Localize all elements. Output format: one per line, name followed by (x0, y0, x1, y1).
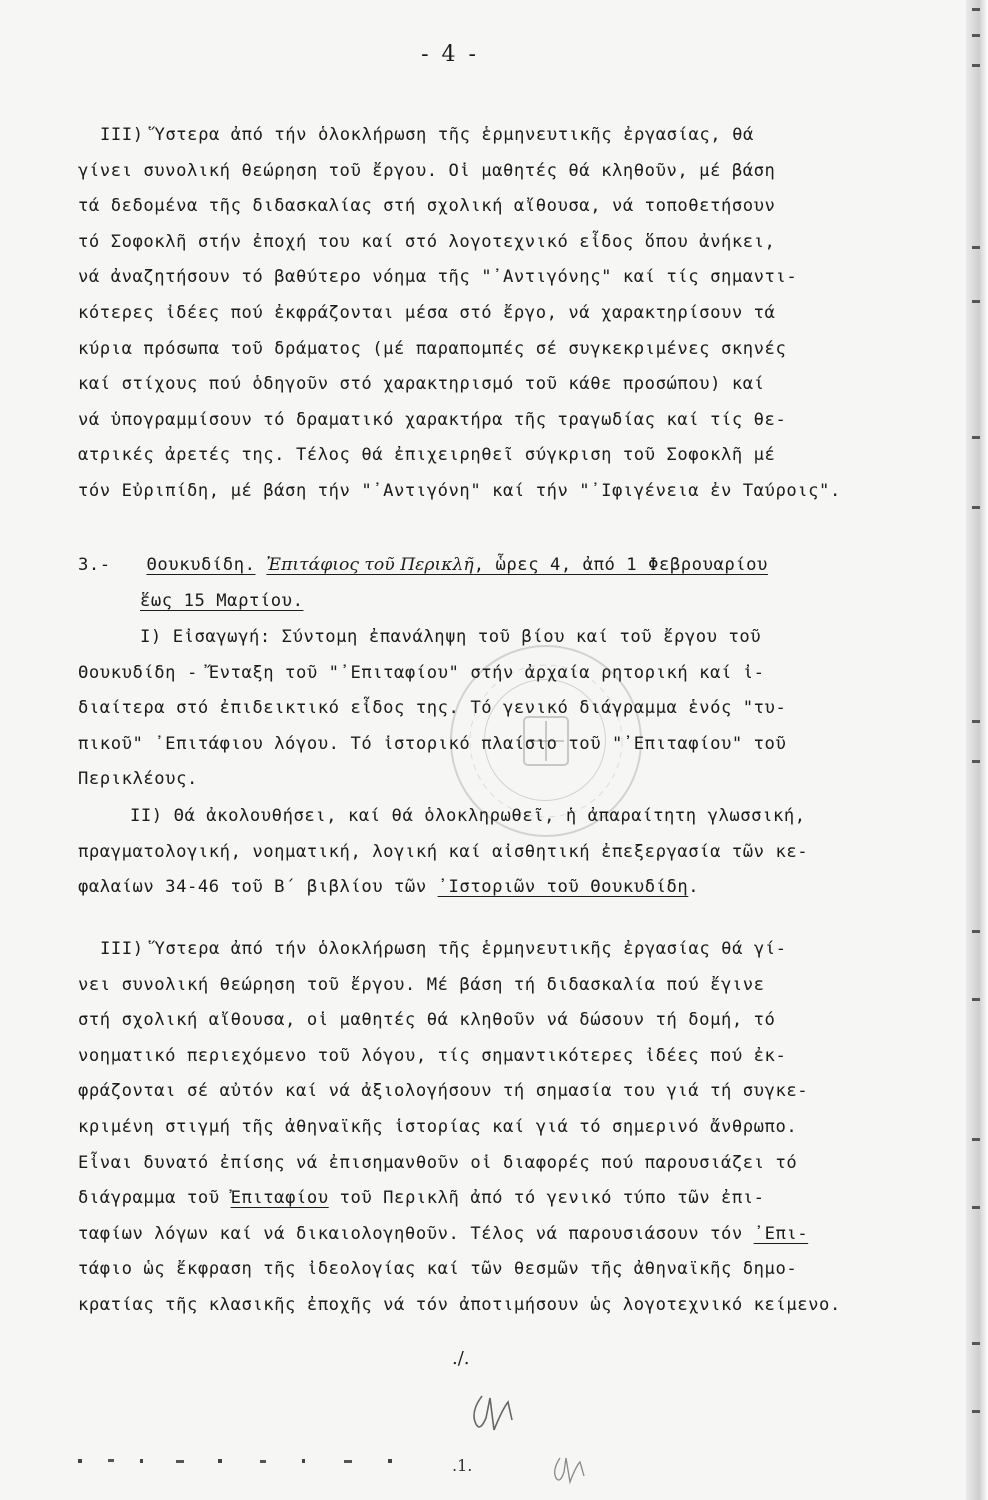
text-fragment: ταφίων λόγων καί νά δικαιολογηθοῦν. Τέλος νά παρουσιάσουν τόν (78, 1223, 754, 1244)
text-line: διαίτερα στό ἐπιδεικτικό εἶδος της. Τό γενικό διάγραμμα ἑνός "τυ- (78, 698, 787, 719)
histories-title: ᾽Ιστοριῶν τοῦ Θουκυδίδη (437, 877, 689, 898)
text-line: τό Σοφοκλῆ στήν ἐποχή του καί στό λογοτεχνικό εἶδος ὅπου ἀνήκει, (78, 231, 776, 252)
text-line: τόν Εὐριπίδη, μέ βάση τήν "᾽Αντιγόνη" καί τήν "᾽Ιφιγένεια ἐν Ταύροις". (78, 480, 841, 501)
continuation-mark: ./. (452, 1348, 470, 1369)
text-line: τά δεδομένα τῆς διδασκαλίας στή σχολική αἴθουσα, νά τοποθετήσουν (78, 196, 776, 217)
section-number: 3.- (78, 555, 111, 575)
text-line: νει συνολική θεώρηση τοῦ ἔργου. Μέ βάση τή διδασκαλία πού ἔγινε (78, 974, 765, 995)
handwritten-title: Ἐπιτάφιος τοῦ Περικλῆ (266, 555, 474, 575)
binding-marks (970, 0, 982, 1500)
institution-stamp (450, 645, 642, 837)
text-line: III) Ὕστερα ἀπό τήν ὁλοκλήρωση τῆς ἑρμηνευτικῆς ἐργασίας θά γί- (100, 939, 787, 959)
text-line: III) Ὕστερα ἀπό τήν ὁλοκλήρωση τῆς ἑρμηνευτικῆς ἐργασίας, θά (100, 125, 754, 145)
text-line: τάφιο ὡς ἔκφραση τῆς ἰδεολογίας καί τῶν θεσμῶν τῆς ἀθηναϊκῆς δημο- (78, 1259, 798, 1280)
text-line: Περικλέους. (78, 769, 198, 790)
section-1-part-3 (78, 118, 948, 510)
text-line: γίνει συνολική θεώρηση τοῦ ἔργου. Οἱ μαθητές θά κληθοῦν, μέ βάση (78, 160, 776, 181)
text-line: καί στίχους πού ὁδηγοῦν στό χαρακτηρισμό τοῦ κάθε προσώπου) καί (78, 374, 765, 395)
text-line: νά ἀναζητήσουν τό βαθύτερο νόημα τῆς "᾽Αντιγόνης" καί τίς σημαντι- (78, 267, 798, 288)
section-author: Θουκυδίδη. (146, 555, 256, 575)
text-line: νοηματικό περιεχόμενο τοῦ λόγου, τίς σημαντικότερες ἰδέες πού ἐκ- (78, 1045, 787, 1066)
text-line: κύρια πρόσωπα τοῦ δράματος (μέ παραπομπές σέ συγκεκριμένες σκηνές (78, 338, 787, 359)
text-line: στή σχολική αἴθουσα, οἱ μαθητές θά κληθοῦν νά δώσουν τή δομή, τό (78, 1010, 776, 1031)
handwritten-initials-small-icon (550, 1452, 594, 1488)
text-line: II) Θά ἀκολουθήσει, καί θά ὁλοκληρωθεῖ, ἡ ἀπαραίτητη γλωσσική, (130, 805, 806, 826)
scan-artifact-dashes (78, 1458, 438, 1464)
text-fragment: τοῦ Περικλῆ ἀπό τό γενικό τύπο τῶν ἐπι- (328, 1188, 765, 1209)
text-line: κότερες ἰδέες πού ἐκφράζονται μέσα στό ἔργο, νά χαρακτηρίσουν τά (78, 302, 776, 323)
page-number: - 4 - (421, 42, 479, 67)
section-3-part-3 (78, 932, 948, 1324)
text-line: πραγματολογική, νοηματική, λογική καί αἰσθητική ἐπεξεργασία τῶν κε- (78, 841, 809, 862)
handwritten-initials-icon (468, 1390, 538, 1438)
text-line: φράζονται σέ αὐτόν καί νά ἀξιολογήσουν τή σημασία του γιά τή συγκε- (78, 1081, 809, 1102)
epitafiou-underlined: Ἐπιταφίου (230, 1188, 329, 1209)
text-line: I) Εἰσαγωγή: Σύντομη ἐπανάληψη τοῦ βίου καί τοῦ ἔργου τοῦ (140, 627, 762, 647)
section-schedule: , ὧρες 4, ἀπό 1 Φεβρουαρίου (473, 555, 768, 575)
text-line: πικοῦ" ᾽Επιτάφιου λόγου. Τό ἱστορικό πλαίσιο τοῦ "᾽Επιταφίου" τοῦ (78, 733, 787, 754)
stamp-emblem-icon (452, 647, 640, 835)
text-fragment: διάγραμμα τοῦ (78, 1188, 231, 1209)
text-fragment: . (688, 877, 700, 898)
text-line: νά ὑπογραμμίσουν τό δραματικό χαρακτήρα τῆς τραγωδίας καί τίς θε- (78, 409, 787, 430)
text-line: Θουκυδίδη - Ἔνταξη τοῦ "᾽Επιταφίου" στήν ἀρχαία ρητορική καί ἰ- (78, 662, 765, 683)
section-schedule-end: ἕως 15 Μαρτίου. (140, 590, 304, 611)
text-line: Εἶναι δυνατό ἐπίσης νά ἐπισημανθοῦν οἱ διαφορές πού παρουσιάζει τό (78, 1152, 798, 1173)
text-line: κριμένη στιγμή τῆς ἀθηναϊκῆς ἱστορίας καί γιά τό σημερινό ἄνθρωπο. (78, 1116, 798, 1137)
section-3-heading (78, 548, 948, 619)
epi-underlined: ᾽Επι- (753, 1223, 809, 1244)
text-line: φαλαίων 34-46 τοῦ Β΄ βιβλίου τῶν (78, 877, 438, 898)
text-line: κρατίας τῆς κλασικῆς ἐποχῆς νά τόν ἀποτιμήσουν ὡς λογοτεχνικό κείμενο. (78, 1294, 841, 1315)
continuation-mark-bottom: .1. (452, 1456, 473, 1475)
text-line: ατρικές ἀρετές της. Τέλος θά ἐπιχειρηθεῖ σύγκριση τοῦ Σοφοκλῆ μέ (78, 445, 776, 466)
